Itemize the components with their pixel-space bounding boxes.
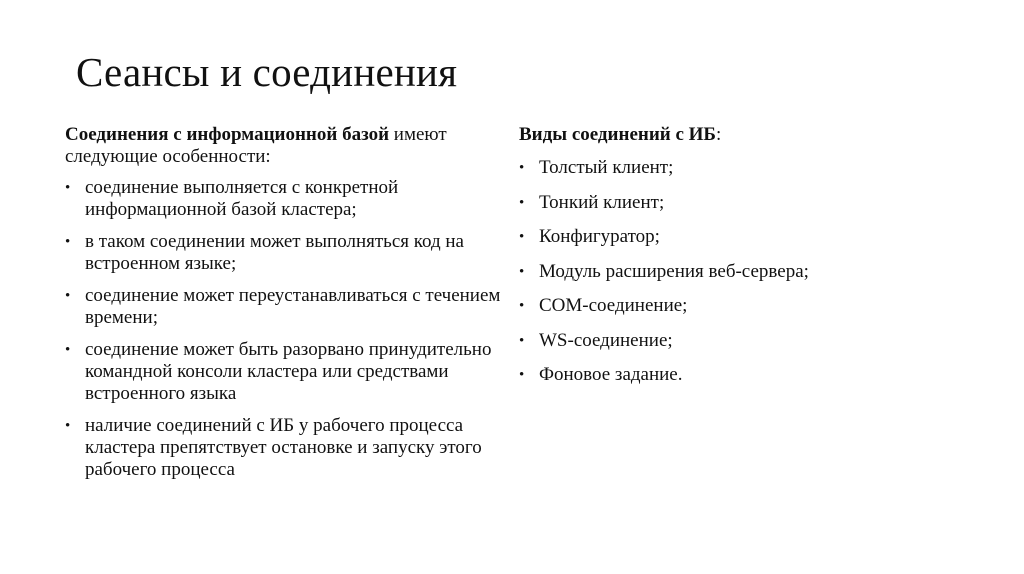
list-item-text: в таком соединении может выполняться код на встроенном языке;	[85, 231, 464, 274]
list-item	[519, 192, 939, 214]
bullet-icon: •	[65, 180, 71, 196]
list-item-text: Толстый клиент;	[539, 157, 674, 178]
bullet-icon: •	[519, 160, 525, 176]
right-heading-suffix: :	[716, 124, 722, 145]
left-column	[65, 124, 505, 491]
left-intro	[65, 124, 505, 168]
list-item	[65, 231, 505, 275]
left-intro-bold: Соединения с информационной базой	[65, 124, 390, 145]
bullet-icon: •	[519, 194, 525, 211]
bullet-icon: •	[519, 332, 525, 349]
list-item	[519, 226, 939, 248]
list-item	[65, 339, 505, 405]
list-item-text: соединение может быть разорвано принудительно командной консоли кластера или средствами встроенного языка	[85, 339, 492, 404]
list-item-text: соединение может переустанавливаться с течением времени;	[85, 285, 501, 328]
bullet-icon: •	[65, 342, 71, 358]
list-item-text: соединение выполняется с конкретной информационной базой кластера;	[85, 177, 399, 220]
left-intro-text: имеют следующие особенности:	[65, 124, 447, 167]
list-item-text: COM-соединение;	[539, 295, 688, 316]
list-item	[65, 177, 505, 221]
connection-features-list	[65, 177, 505, 481]
list-item-text: WS-соединение;	[539, 329, 673, 351]
right-heading-bold: Виды соединений с ИБ	[519, 124, 716, 145]
bullet-icon: •	[65, 418, 71, 434]
list-item	[519, 157, 939, 179]
list-item	[519, 330, 939, 352]
list-item-text: Модуль расширения веб-сервера;	[539, 260, 809, 282]
list-item	[65, 285, 505, 329]
list-item	[519, 261, 939, 283]
bullet-icon: •	[519, 367, 525, 383]
bullet-icon: •	[519, 263, 525, 280]
bullet-icon: •	[65, 234, 71, 250]
bullet-icon: •	[519, 229, 525, 245]
list-item	[519, 295, 939, 317]
bullet-icon: •	[65, 288, 71, 304]
list-item	[519, 364, 939, 386]
bullet-icon: •	[519, 298, 525, 314]
list-item-text: наличие соединений с ИБ у рабочего процесса кластера препятствует остановке и запуску этого рабочего процесса	[85, 415, 482, 480]
slide-title: Сеансы и соединения	[76, 49, 458, 95]
right-heading	[519, 124, 939, 146]
list-item-text: Конфигуратор;	[539, 226, 660, 247]
right-column	[519, 124, 939, 399]
connection-types-list	[519, 157, 939, 386]
list-item-text: Тонкий клиент;	[539, 191, 665, 213]
list-item-text: Фоновое задание.	[539, 364, 683, 385]
list-item	[65, 415, 505, 481]
